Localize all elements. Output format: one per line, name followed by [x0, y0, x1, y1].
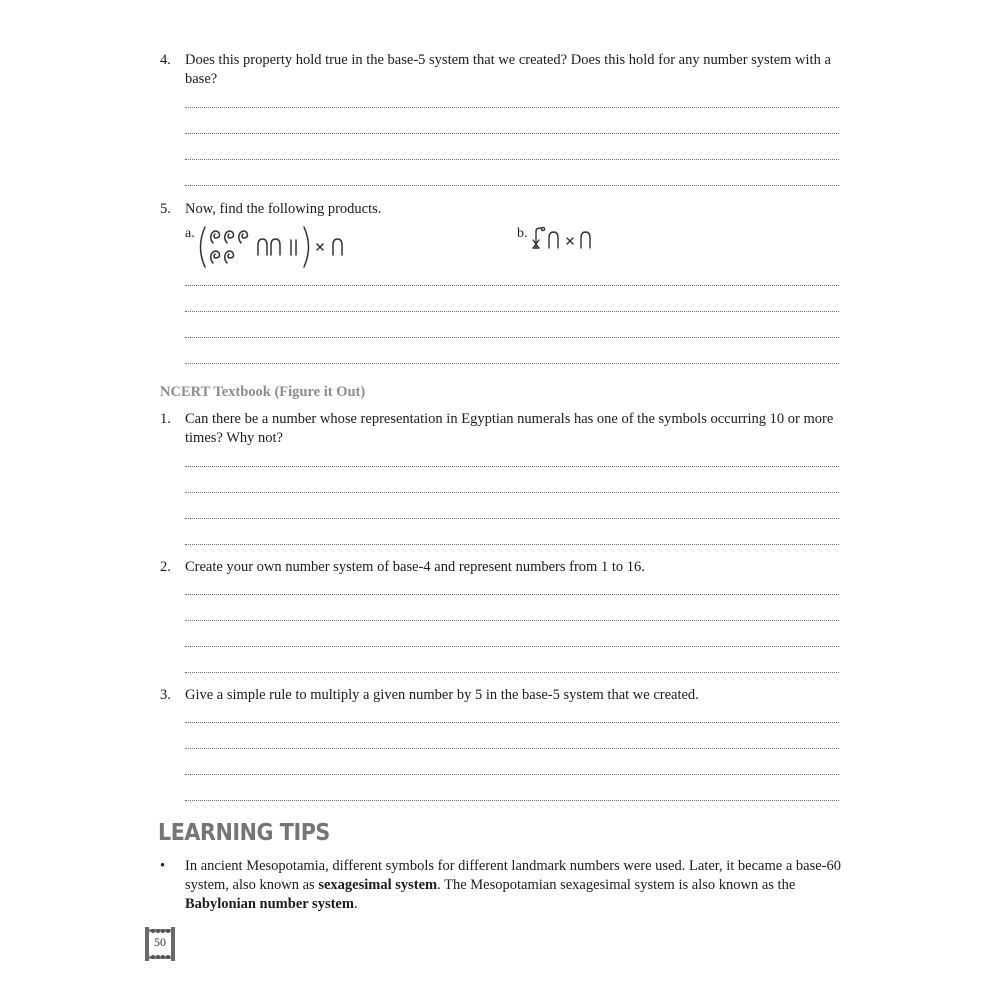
answer-line[interactable]	[185, 748, 839, 749]
bullet-icon: •	[160, 858, 166, 874]
answer-line[interactable]	[185, 672, 839, 673]
learning-tips-heading: LEARNING TIPS	[158, 820, 330, 846]
tip-text-part: .	[353, 896, 358, 912]
product-b-label: b.	[517, 226, 528, 241]
answer-line[interactable]	[185, 107, 839, 108]
answer-line[interactable]	[185, 492, 839, 493]
question-number: 1.	[160, 411, 171, 427]
answer-line[interactable]	[185, 159, 839, 160]
question-number: 5.	[160, 201, 171, 217]
question-text: Create your own number system of base-4 and represent numbers from 1 to 16.	[185, 559, 645, 575]
tip-text-part: . The Mesopotamian sexagesimal system is also known as the	[437, 877, 796, 893]
egyptian-numerals-product-b	[530, 226, 598, 254]
ncert-question-3	[160, 686, 850, 705]
question-text: Give a simple rule to multiply a given number by 5 in the base-5 system that we created.	[185, 687, 699, 703]
page-number: 50	[154, 935, 166, 949]
answer-line[interactable]	[185, 285, 839, 286]
question-number: 4.	[160, 52, 171, 68]
answer-line[interactable]	[185, 722, 839, 723]
answer-line[interactable]	[185, 363, 839, 364]
page-number-badge	[143, 926, 177, 962]
tip-bold-term: Babylonian number system	[185, 896, 354, 912]
ncert-question-2	[160, 558, 850, 577]
learning-tip-text	[185, 857, 850, 914]
answer-line[interactable]	[185, 466, 839, 467]
answer-line[interactable]	[185, 185, 839, 186]
answer-line[interactable]	[185, 620, 839, 621]
answer-line[interactable]	[185, 133, 839, 134]
question-number: 2.	[160, 559, 171, 575]
question-5	[160, 200, 850, 219]
question-4	[160, 51, 850, 89]
product-a-label: a.	[185, 226, 195, 241]
answer-line[interactable]	[185, 774, 839, 775]
tip-text-part: In ancient Mesopotamia, different symbols for different landmark numbers were used. Later, it became a base-60 system, also known as	[185, 858, 841, 893]
egyptian-numerals-product-a	[196, 224, 346, 270]
tip-bold-term: sexagesimal system	[318, 877, 438, 893]
question-text: Does this property hold true in the base-5 system that we created? Does this hold for any number system with a base?	[185, 52, 831, 87]
ncert-question-1	[160, 410, 850, 448]
answer-line[interactable]	[185, 544, 839, 545]
question-number: 3.	[160, 687, 171, 703]
answer-line[interactable]	[185, 337, 839, 338]
answer-line[interactable]	[185, 518, 839, 519]
learning-tip-item	[160, 857, 850, 914]
answer-line[interactable]	[185, 311, 839, 312]
answer-line[interactable]	[185, 594, 839, 595]
answer-line[interactable]	[185, 646, 839, 647]
section-title: NCERT Textbook (Figure it Out)	[160, 384, 366, 400]
question-text: Can there be a number whose representation in Egyptian numerals has one of the symbols occurring 10 or more times? Why not?	[185, 411, 834, 446]
answer-line[interactable]	[185, 800, 839, 801]
question-text: Now, find the following products.	[185, 201, 382, 217]
